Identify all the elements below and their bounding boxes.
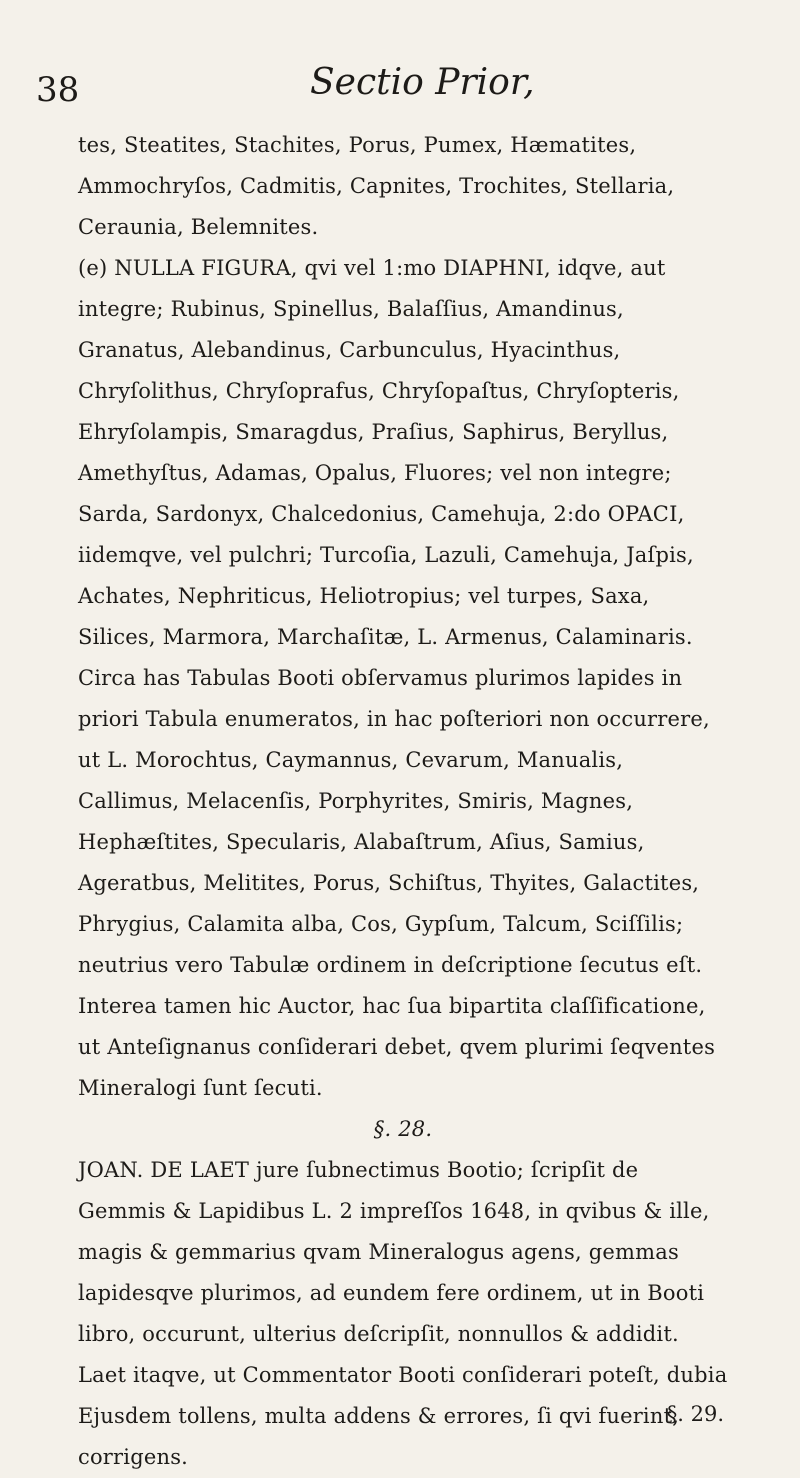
body-text [78,125,728,1478]
running-head: Sectio Prior, [310,62,535,103]
catchword: §. 29. [666,1402,724,1426]
paragraph-interea: Interea tamen hic Auctor, hac ſua bipartita claſſificatione, ut Anteſignanus conſiderari debet, qvem plurimi ſeqventes Mineralogi ſunt ſecuti. [78,994,716,1100]
section-mark: §. 28. [373,1117,433,1141]
paragraph-nulla-figura: (e) NULLA FIGURA, qvi vel 1:mo DIAPHNI, idqve, aut integre; Rubinus, Spinellus, Balaſſius, Amandinus, Granatus, Alebandinus, Carbunculus, Hyacinthus, Chryſolithus, Chryſoprafus, Chryſopaſtus, Chryſopteris, Ehryſolampis, Smaragdus, Praſius, Saphirus, Beryllus, Amethyſtus, Adamas, Opalus, Fluores; vel non integre; Sarda, Sardonyx, Chalcedonius, Camehuja, 2:do OPACI, iidemqve, vel pulchri; Turcoſia, Lazuli, Camehuja, Jaſpis, Achates, Nephriticus, Heliotropius; vel turpes, Saxa, Silices, Marmora, Marchaſitæ, L. Armenus, Calaminaris. [78,256,694,649]
paragraph-mineral-list: tes, Steatites, Stachites, Porus, Pumex, Hæmatites, Ammochryſos, Cadmitis, Capnites, Trochites, Stellaria, Ceraunia, Belemnites. [78,133,675,239]
page-number: 38 [36,70,80,110]
paragraph-circa-tabulas: Circa has Tabulas Booti obſervamus plurimos lapides in priori Tabula enumeratos, in hac poſteriori non occurrere, ut L. Morochtus, Caymannus, Cevarum, Manualis, Callimus, Melacenſis, Porphyrites, Smiris, Magnes, Hephæſtites, Specularis, Alabaſtrum, Aſius, Samius, Ageratbus, Melitites, Porus, Schiſtus, Thyites, Galactites, Phrygius, Calamita alba, Cos, Gypſum, Talcum, Sciſſilis; neutrius vero Tabulæ ordinem in deſcriptione ſecutus eſt. [78,666,710,977]
paragraph-laet: JOAN. DE LAET jure ſubnectimus Bootio; ſcripſit de Gemmis & Lapidibus L. 2 impreſſos 1648, in qvibus & ille, magis & gemmarius qvam Mineralogus agens, gemmas lapidesqve plurimos, ad eundem fere ordinem, ut in Booti libro, occurunt, ulterius deſcripſit, nonnullos & addidit. Laet itaqve, ut Commentator Booti conſiderari poteſt, dubia Ejusdem tollens, multa addens & errores, ſi qvi fuerint, corrigens. [78,1158,728,1469]
page-header [0,52,800,112]
